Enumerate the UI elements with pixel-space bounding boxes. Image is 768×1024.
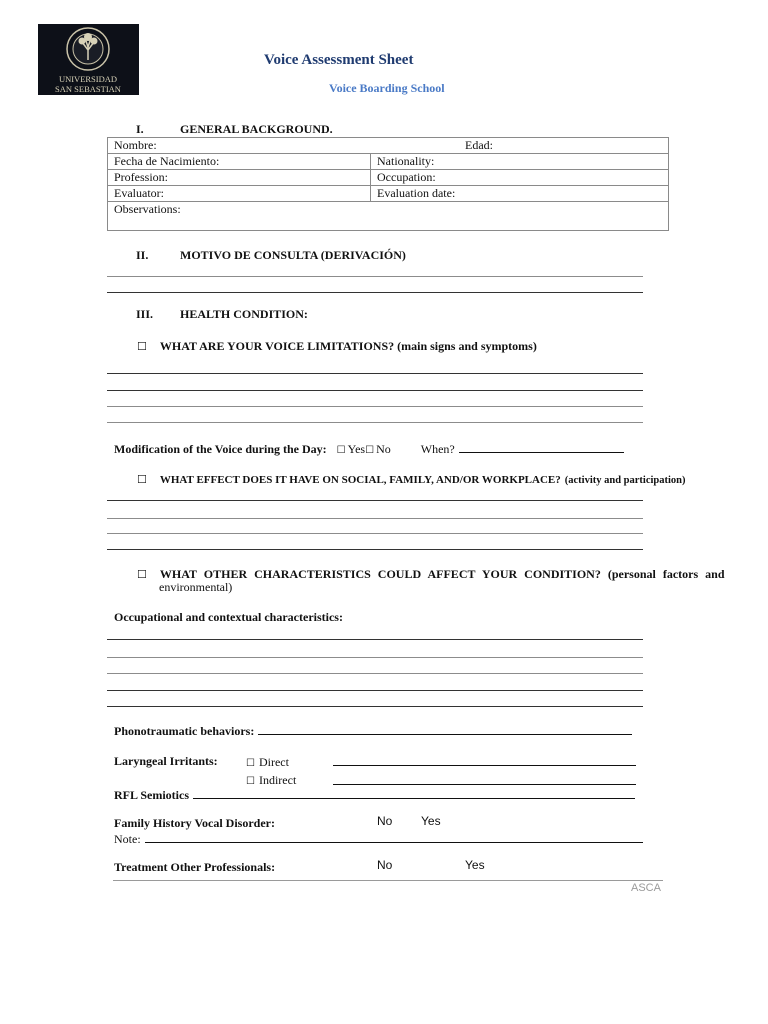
answer-line[interactable] (107, 706, 643, 707)
direct-answer-line[interactable] (333, 754, 636, 766)
indirect-answer-line[interactable] (333, 773, 636, 785)
rfl-label: RFL Semiotics (114, 788, 189, 802)
answer-line[interactable] (107, 657, 643, 658)
svg-text:SAN SEBASTIAN: SAN SEBASTIAN (55, 84, 121, 94)
bullet-box-icon: ☐ (137, 568, 147, 581)
section-3-title: HEALTH CONDITION: (180, 307, 308, 321)
answer-line[interactable] (107, 390, 643, 391)
edad-field-label[interactable]: Edad: (465, 138, 493, 152)
nombre-field-label[interactable]: Nombre: (114, 138, 157, 152)
university-logo (38, 24, 139, 95)
treatment-no[interactable]: No (377, 858, 393, 872)
university-seal-icon (38, 24, 139, 95)
note-label: Note: (114, 832, 141, 846)
question-1-text: WHAT ARE YOUR VOICE LIMITATIONS? (main signs and symptoms) (159, 339, 537, 353)
section-1-number: I. (136, 122, 144, 136)
when-label: When? (420, 442, 455, 456)
direct-option[interactable]: Direct (258, 755, 289, 769)
rfl-row (114, 786, 635, 804)
treatment-label: Treatment Other Professionals: (114, 860, 276, 874)
laryngeal-label: Laryngeal Irritants: (114, 754, 218, 768)
question-3-text: WHAT OTHER CHARACTERISTICS COULD AFFECT YOUR CONDITION? (personal factors and (159, 567, 725, 581)
answer-line[interactable] (107, 292, 643, 293)
document-subtitle: Voice Boarding School (329, 81, 445, 95)
answer-line[interactable] (107, 276, 643, 277)
answer-line[interactable] (107, 518, 643, 519)
direct-option-row (246, 753, 289, 771)
question-1 (137, 337, 537, 355)
indirect-option[interactable]: Indirect (258, 773, 297, 787)
occupational-label: Occupational and contextual characteristics: (114, 610, 343, 624)
question-2 (137, 470, 686, 488)
section-1-title: GENERAL BACKGROUND. (180, 122, 333, 136)
footer-mark: ASCA (631, 882, 661, 894)
family-history-yes[interactable]: Yes (421, 814, 441, 828)
rfl-answer-line[interactable] (193, 787, 635, 799)
answer-line[interactable] (107, 500, 643, 501)
no-option[interactable]: No (376, 442, 391, 456)
when-answer-line[interactable] (459, 441, 624, 453)
family-history-no[interactable]: No (377, 814, 393, 828)
fecha-field-label[interactable]: Fecha de Nacimiento: (108, 154, 371, 170)
section-1-heading (136, 122, 333, 137)
treatment-yes[interactable]: Yes (465, 858, 485, 872)
phonotraumatic-row (114, 722, 632, 740)
logo-text: UNIVERSIDAD (58, 74, 118, 84)
evaluator-field-label[interactable]: Evaluator: (108, 186, 371, 202)
answer-line[interactable] (107, 533, 643, 534)
nationality-field-label[interactable]: Nationality: (371, 154, 669, 170)
answer-line[interactable] (107, 373, 643, 374)
question-2-suffix: (activity and participation) (564, 475, 686, 486)
section-3-heading (136, 307, 308, 322)
profession-field-label[interactable]: Profession: (108, 170, 371, 186)
checkbox-icon[interactable]: ☐ (246, 776, 255, 787)
section-3-number: III. (136, 307, 154, 321)
observations-field-label[interactable]: Observations: (108, 202, 669, 231)
note-row (114, 830, 643, 848)
question-3-suffix: environmental) (159, 580, 233, 594)
bullet-box-icon: ☐ (137, 340, 147, 353)
checkbox-icon[interactable]: ☐ (365, 445, 375, 456)
answer-line[interactable] (107, 549, 643, 550)
answer-line[interactable] (107, 422, 643, 423)
phonotraumatic-answer-line[interactable] (258, 723, 632, 735)
occupation-field-label[interactable]: Occupation: (371, 170, 669, 186)
evaluation-date-field-label[interactable]: Evaluation date: (371, 186, 669, 202)
answer-line[interactable] (107, 639, 643, 640)
note-answer-line[interactable] (145, 831, 643, 843)
yes-option[interactable]: Yes (347, 442, 366, 456)
section-2-number: II. (136, 248, 149, 262)
checkbox-icon[interactable]: ☐ (336, 445, 346, 456)
modification-row (114, 440, 624, 458)
checkbox-icon[interactable]: ☐ (246, 758, 255, 769)
question-2-text: WHAT EFFECT DOES IT HAVE ON SOCIAL, FAMILY, AND/OR WORKPLACE? (159, 474, 561, 486)
phonotraumatic-label: Phonotraumatic behaviors: (114, 724, 255, 738)
answer-line[interactable] (107, 406, 643, 407)
section-2-heading (136, 248, 406, 263)
family-history-label: Family History Vocal Disorder: (114, 816, 275, 830)
answer-line[interactable] (107, 690, 643, 691)
modification-label: Modification of the Voice during the Day: (114, 442, 327, 456)
section-2-title: MOTIVO DE CONSULTA (DERIVACIÓN) (180, 248, 406, 262)
answer-line[interactable] (107, 673, 643, 674)
document-title: Voice Assessment Sheet (264, 52, 414, 68)
bullet-box-icon: ☐ (137, 473, 147, 486)
general-background-table (107, 137, 669, 231)
footer-divider (113, 880, 663, 881)
